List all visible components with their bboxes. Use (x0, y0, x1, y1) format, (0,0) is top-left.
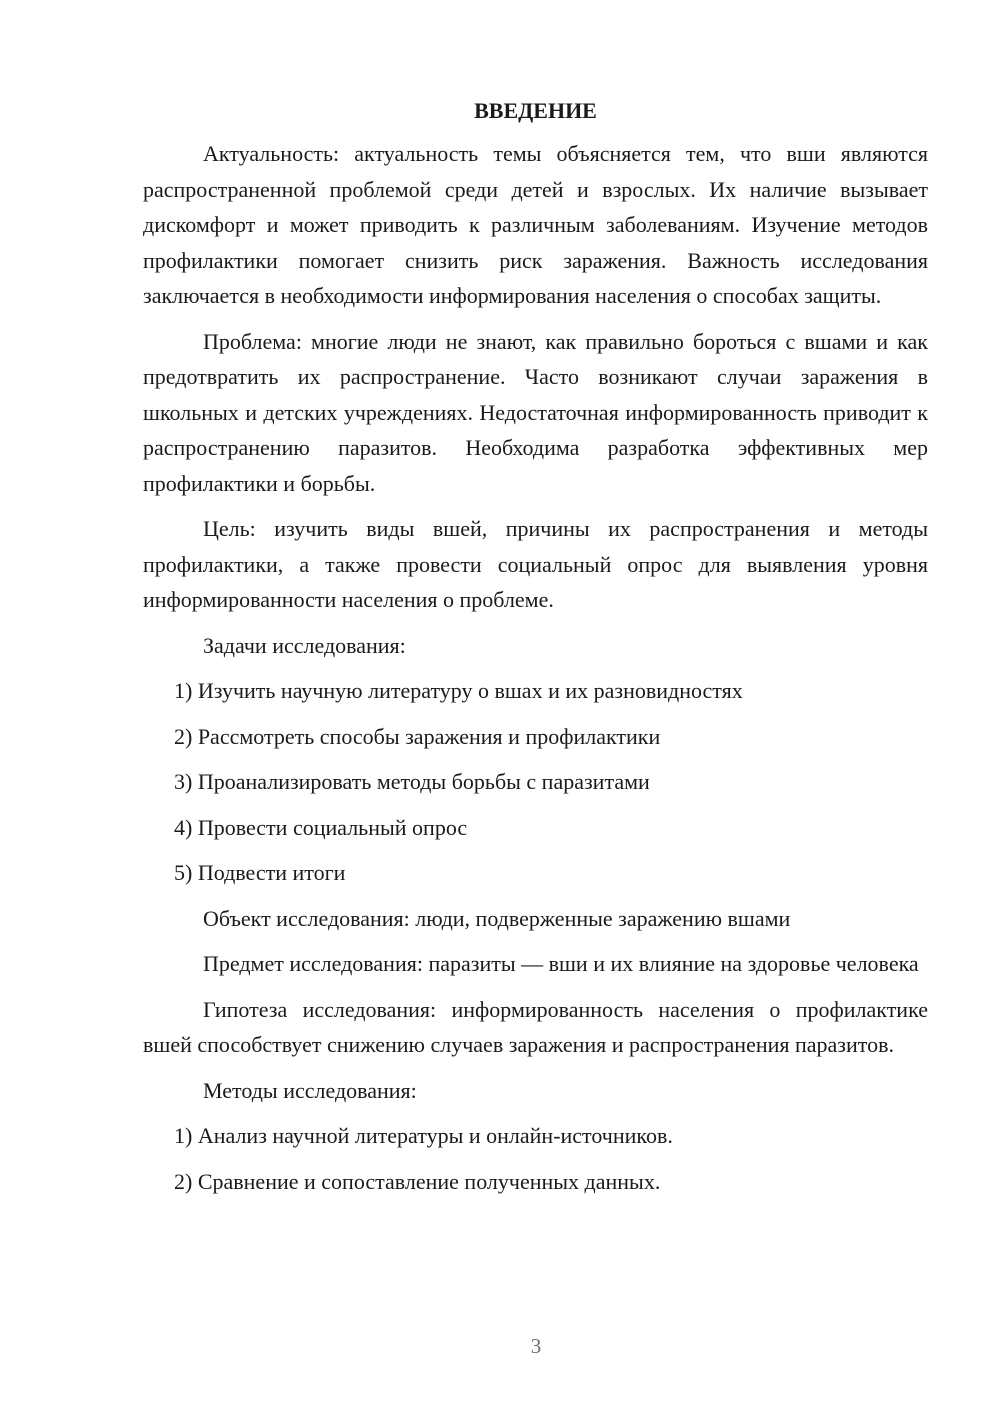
method-item-2: 2) Сравнение и сопоставление полученных данных. (174, 1168, 661, 1194)
page-content (143, 96, 928, 1209)
task-item-3: 3) Проанализировать методы борьбы с паразитами (174, 769, 650, 794)
methods-heading: Методы исследования: (203, 1077, 417, 1103)
task-item-5: 5) Подвести итоги (174, 860, 346, 885)
task-item-2: 2) Рассмотреть способы заражения и профилактики (174, 723, 661, 749)
relevance-paragraph: Актуальность: актуальность темы объясняется тем, что вши являются распространенной проблемой среди детей и взрослых. Их наличие вызывает дискомфорт и может приводить к различным заболеваниям. Изучение методов профилактики помогает снизить риск заражения. Важность исследования заключается в необходимости информирования населения о способах защиты. (143, 141, 928, 308)
page-number: 3 (530, 1334, 542, 1358)
goal-paragraph: Цель: изучить виды вшей, причины их распространения и методы профилактики, а также провести социальный опрос для выявления уровня информированности населения о проблеме. (143, 516, 928, 612)
subject-paragraph: Предмет исследования: паразиты — вши и их влияние на здоровье человека (203, 951, 919, 976)
tasks-heading: Задачи исследования: (203, 632, 406, 658)
task-item-4: 4) Провести социальный опрос (174, 814, 468, 840)
hypothesis-paragraph: Гипотеза исследования: информированность населения о профилактике вшей способствует снижению случаев заражения и распространения паразитов. (143, 996, 928, 1057)
problem-paragraph: Проблема: многие люди не знают, как правильно бороться с вшами и как предотвратить их распространение. Часто возникают случаи заражения в школьных и детских учреждениях. Недостаточная информированность приводит к распространению паразитов. Необходима разработка эффективных мер профилактики и борьбы. (143, 328, 928, 496)
object-line: Объект исследования: люди, подверженные заражению вшами (203, 905, 791, 931)
task-item-1: 1) Изучить научную литературу о вшах и их разновидностях (174, 678, 743, 703)
method-item-1: 1) Анализ научной литературы и онлайн-источников. (174, 1123, 673, 1148)
section-title: ВВЕДЕНИЕ (474, 98, 597, 123)
